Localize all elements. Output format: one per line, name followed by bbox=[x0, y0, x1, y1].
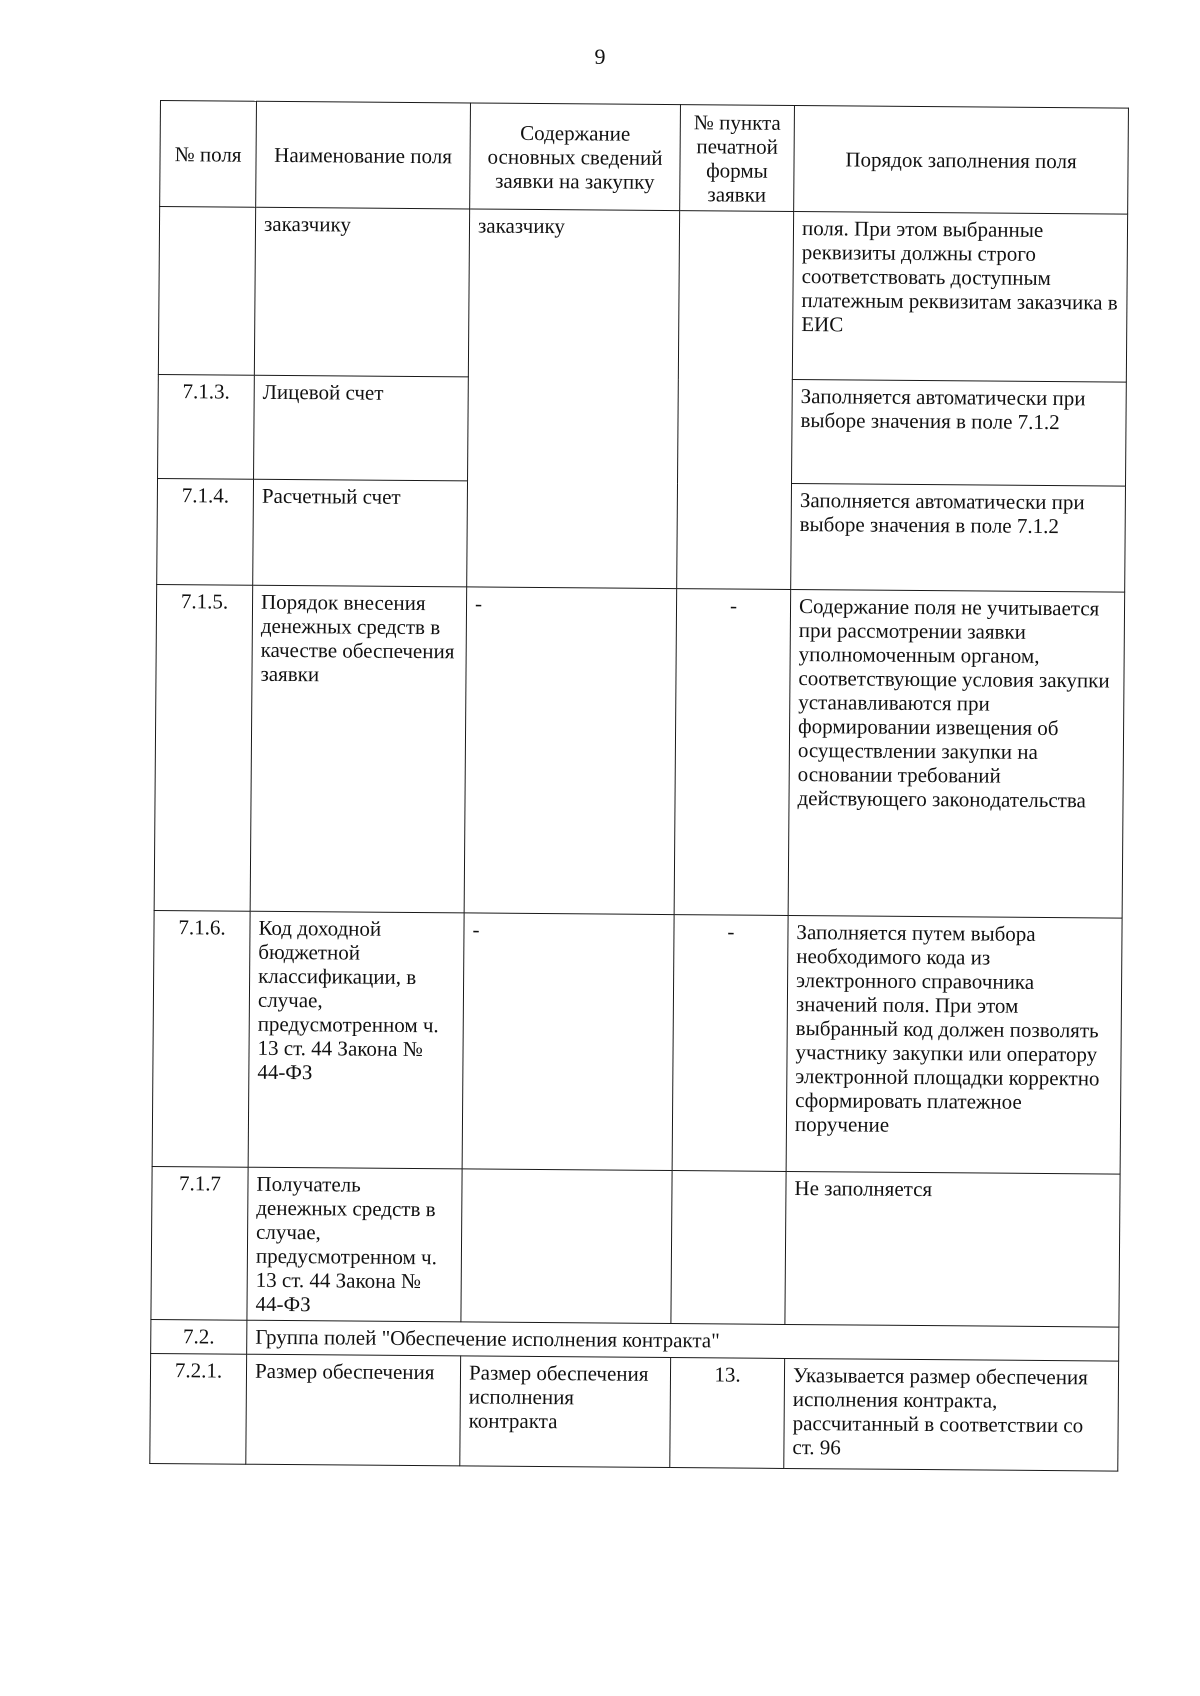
field-number: 7.1.6. bbox=[152, 910, 250, 1167]
field-print-item bbox=[671, 1171, 786, 1325]
field-fill-order: Содержание поля не учитывается при рассмотрении заявки уполномоченным органом, соответствующие условия закупки устанавливаются при формировании извещения об осуществлении закупки на основании требований действующего законодательства bbox=[788, 589, 1125, 918]
field-name: Расчетный счет bbox=[253, 479, 468, 587]
field-number: 7.1.4. bbox=[157, 478, 254, 585]
table-row bbox=[158, 374, 1127, 486]
field-name: Получатель денежных средств в случае, предусмотренном ч. 13 ст. 44 Закона № 44-ФЗ bbox=[247, 1167, 462, 1322]
field-fill-order: Указывается размер обеспечения исполнения контракта, рассчитанный в соответствии со ст. 96 bbox=[784, 1358, 1119, 1471]
form-fields-table bbox=[149, 100, 1129, 1472]
group-title: Группа полей "Обеспечение исполнения контракта" bbox=[247, 1320, 1119, 1361]
field-number: 7.1.7 bbox=[151, 1166, 248, 1320]
header-field-name: Наименование поля bbox=[256, 101, 471, 209]
field-name: Размер обеспечения bbox=[246, 1354, 461, 1466]
table-row bbox=[150, 1353, 1119, 1471]
table-row bbox=[152, 910, 1122, 1174]
field-content: - bbox=[462, 913, 674, 1171]
field-name: Порядок внесения денежных средств в качестве обеспечения заявки bbox=[250, 585, 467, 913]
field-number: 7.1.5. bbox=[154, 584, 253, 911]
field-print-item: - bbox=[674, 589, 791, 916]
table-row bbox=[151, 1166, 1120, 1327]
field-name: заказчику bbox=[254, 207, 469, 377]
header-field-number: № поля bbox=[160, 101, 257, 208]
header-fill-order: Порядок заполнения поля bbox=[794, 105, 1129, 214]
field-content: заказчику bbox=[468, 209, 679, 379]
group-number: 7.2. bbox=[151, 1319, 247, 1354]
field-number: 7.1.3. bbox=[158, 374, 255, 479]
table-header-row bbox=[160, 101, 1129, 215]
field-fill-order: Заполняется автоматически при выборе значения в поле 7.1.2 bbox=[792, 379, 1127, 486]
field-fill-order: поля. При этом выбранные реквизиты должны строго соответствовать доступным платежным реквизитам заказчика в ЕИС bbox=[792, 211, 1127, 382]
page-number: 9 bbox=[594, 44, 606, 69]
header-content: Содержание основных сведений заявки на закупку bbox=[470, 103, 681, 211]
table-row bbox=[154, 584, 1125, 918]
table-row bbox=[158, 207, 1127, 383]
field-number bbox=[158, 207, 255, 376]
field-content: - bbox=[464, 587, 677, 915]
field-content: Размер обеспечения исполнения контракта bbox=[460, 1356, 671, 1468]
header-print-form-item: № пункта печатной формы заявки bbox=[680, 105, 795, 212]
field-fill-order: Заполняется автоматически при выборе значения в поле 7.1.2 bbox=[791, 483, 1126, 592]
field-content bbox=[467, 377, 679, 589]
field-fill-order: Заполняется путем выбора необходимого кода из электронного справочника значений поля. При этом выбранный код должен позволять участнику закупки или оператору электронной площадки корректно сформировать платежное поручение bbox=[786, 915, 1122, 1174]
field-print-item bbox=[677, 211, 794, 590]
field-number: 7.2.1. bbox=[150, 1353, 247, 1464]
field-fill-order: Не заполняется bbox=[785, 1171, 1120, 1327]
field-content bbox=[461, 1169, 672, 1324]
field-name: Лицевой счет bbox=[254, 375, 469, 481]
field-print-item: 13. bbox=[670, 1358, 785, 1469]
field-print-item: - bbox=[672, 915, 788, 1172]
field-name: Код доходной бюджетной классификации, в случае, предусмотренном ч. 13 ст. 44 Закона № 44-ФЗ bbox=[248, 911, 464, 1169]
